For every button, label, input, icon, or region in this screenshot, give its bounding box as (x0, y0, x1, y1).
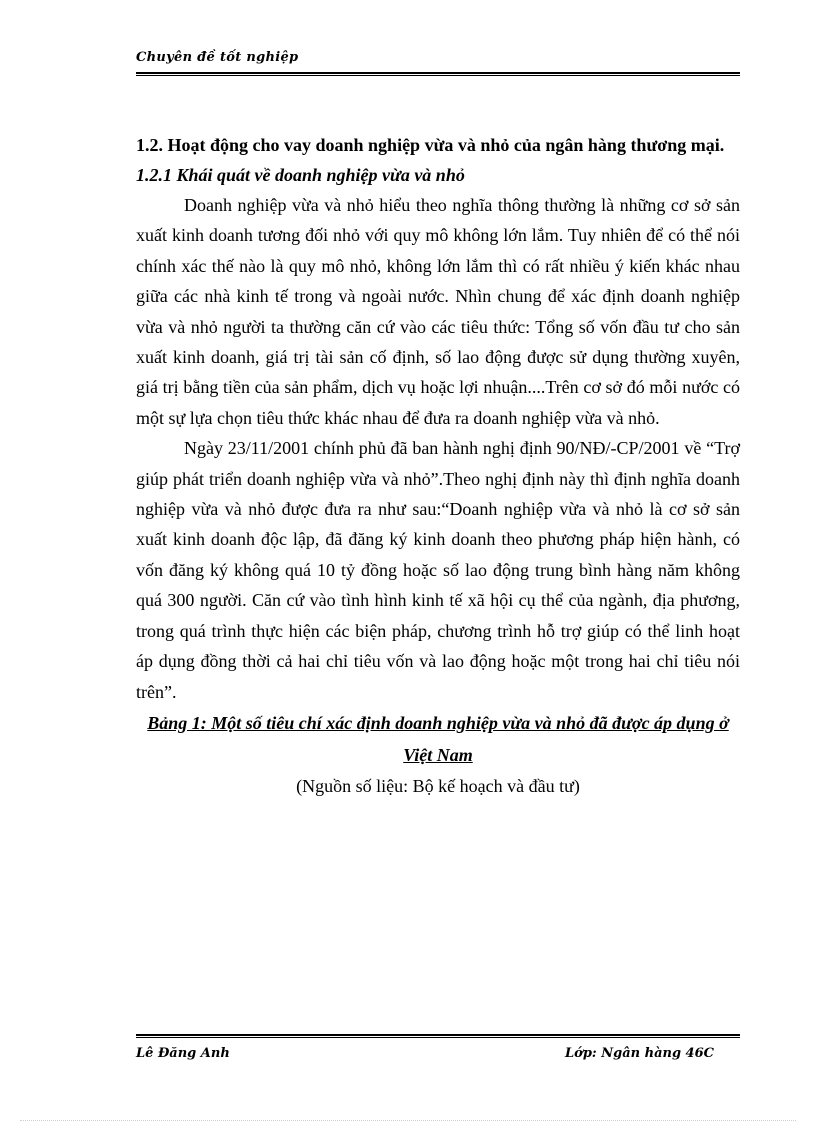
table-caption: Bảng 1: Một số tiêu chí xác định doanh nghiệp vừa và nhỏ đã được áp dụng ở Việt Nam (147, 712, 729, 765)
section-heading: 1.2. Hoạt động cho vay doanh nghiệp vừa và nhỏ của ngân hàng thương mại. (136, 135, 725, 155)
header-rule (136, 72, 740, 76)
subsection-heading: 1.2.1 Khái quát về doanh nghiệp vừa và nhỏ (136, 165, 465, 185)
table-source: (Nguồn số liệu: Bộ kế hoạch và đầu tư) (296, 775, 580, 796)
footer-rule (136, 1034, 740, 1038)
paragraph-decree: Ngày 23/11/2001 chính phủ đã ban hành nghị định 90/NĐ/-CP/2001 về “Trợ giúp phát triển doanh nghiệp vừa và nhỏ”.Theo nghị định này thì định nghĩa doanh nghiệp vừa và nhỏ được đưa ra như sau:“Doanh nghiệp vừa và nhỏ là cơ sở sản xuất kinh doanh độc lập, đã đăng ký kinh doanh theo phương pháp hiện hành, có vốn đăng ký không quá 10 tỷ đồng hoặc số lao động trung bình hàng năm không quá 300 người. Căn cứ vào tình hình kinh tế xã hội cụ thể của ngành, địa phương, trong quá trình thực hiện các biện pháp, chương trình hỗ trợ giúp có thể linh hoạt áp dụng đồng thời cả hai chỉ tiêu vốn và lao động hoặc một trong hai chỉ tiêu nói trên”. (136, 438, 740, 702)
document-body (136, 130, 740, 801)
footer-author: Lê Đăng Anh (136, 1046, 230, 1061)
page-edge (20, 1120, 796, 1121)
footer-class: Lớp: Ngân hàng 46C (565, 1046, 714, 1061)
header-title: Chuyên đề tốt nghiệp (136, 50, 299, 65)
paragraph-definition: Doanh nghiệp vừa và nhỏ hiểu theo nghĩa thông thường là những cơ sở sản xuất kinh doanh tương đối nhỏ với quy mô không lớn lắm. Tuy nhiên để có thể nói chính xác thế nào là quy mô nhỏ, không lớn lắm thì có rất nhiều ý kiến khác nhau giữa các nhà kinh tế trong và ngoài nước. Nhìn chung để xác định doanh nghiệp vừa và nhỏ người ta thường căn cứ vào các tiêu thức: Tổng số vốn đầu tư cho sản xuất kinh doanh, giá trị tài sản cố định, số lao động được sử dụng thường xuyên, giá trị bằng tiền của sản phẩm, dịch vụ hoặc lợi nhuận....Trên cơ sở đó mỗi nước có một sự lựa chọn tiêu thức khác nhau để đưa ra doanh nghiệp vừa và nhỏ. (136, 195, 740, 428)
page-header (136, 50, 740, 65)
